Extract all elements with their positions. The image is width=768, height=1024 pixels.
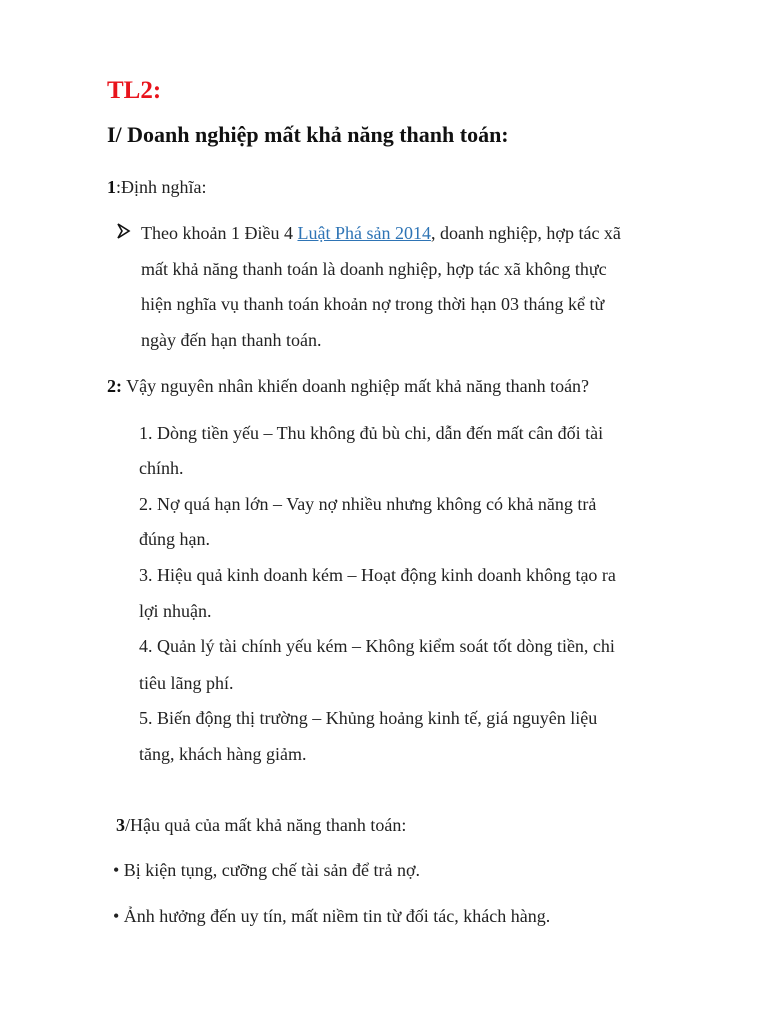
causes-label: Vậy nguyên nhân khiến doanh nghiệp mất khả năng thanh toán? [122,376,590,396]
cause-item-5-line-2: tăng, khách hàng giảm. [139,744,307,764]
document-tag: TL2: [107,77,162,104]
law-link[interactable]: Luật Phá sản 2014 [297,223,431,243]
cause-item-4-line-1: 4. Quản lý tài chính yếu kém – Không kiểm soát tốt dòng tiền, chi [139,636,615,656]
arrow-bullet-icon [117,222,131,240]
definition-text-post: , doanh nghiệp, hợp tác xã [430,223,621,243]
cause-item-5-line-1: 5. Biến động thị trường – Khủng hoảng kinh tế, giá nguyên liệu [139,708,598,728]
cause-item-3-line-1: 3. Hiệu quả kinh doanh kém – Hoạt động kinh doanh không tạo ra [139,565,616,585]
cause-item-1-line-1: 1. Dòng tiền yếu – Thu không đủ bù chi, dẫn đến mất cân đối tài [139,423,604,443]
consequences-label: /Hậu quả của mất khả năng thanh toán: [125,815,407,835]
section-heading: I/ Doanh nghiệp mất khả năng thanh toán: [107,122,509,147]
cause-item-3-line-2: lợi nhuận. [139,601,212,621]
definition-label: :Định nghĩa: [116,177,207,197]
definition-line-1 [141,222,621,244]
definition-number: 1 [107,177,116,197]
definition-line-2: mất khả năng thanh toán là doanh nghiệp, hợp tác xã không thực [141,259,607,279]
consequence-bullet-2: • Ảnh hưởng đến uy tín, mất niềm tin từ đối tác, khách hàng. [113,906,551,926]
definition-heading [107,176,207,198]
cause-item-1-line-2: chính. [139,458,184,478]
definition-text-pre: Theo khoản 1 Điều 4 [141,223,298,243]
causes-heading [107,375,589,397]
consequences-number: 3 [116,815,125,835]
cause-item-2-line-2: đúng hạn. [139,529,210,549]
cause-item-4-line-2: tiêu lãng phí. [139,673,234,693]
consequences-heading [116,814,406,836]
cause-item-2-line-1: 2. Nợ quá hạn lớn – Vay nợ nhiều nhưng không có khả năng trả [139,494,597,514]
definition-line-4: ngày đến hạn thanh toán. [141,330,322,350]
consequence-bullet-1: • Bị kiện tụng, cưỡng chế tài sản để trả nợ. [113,860,421,880]
definition-line-3: hiện nghĩa vụ thanh toán khoản nợ trong thời hạn 03 tháng kể từ [141,294,605,314]
causes-number: 2: [107,376,122,396]
